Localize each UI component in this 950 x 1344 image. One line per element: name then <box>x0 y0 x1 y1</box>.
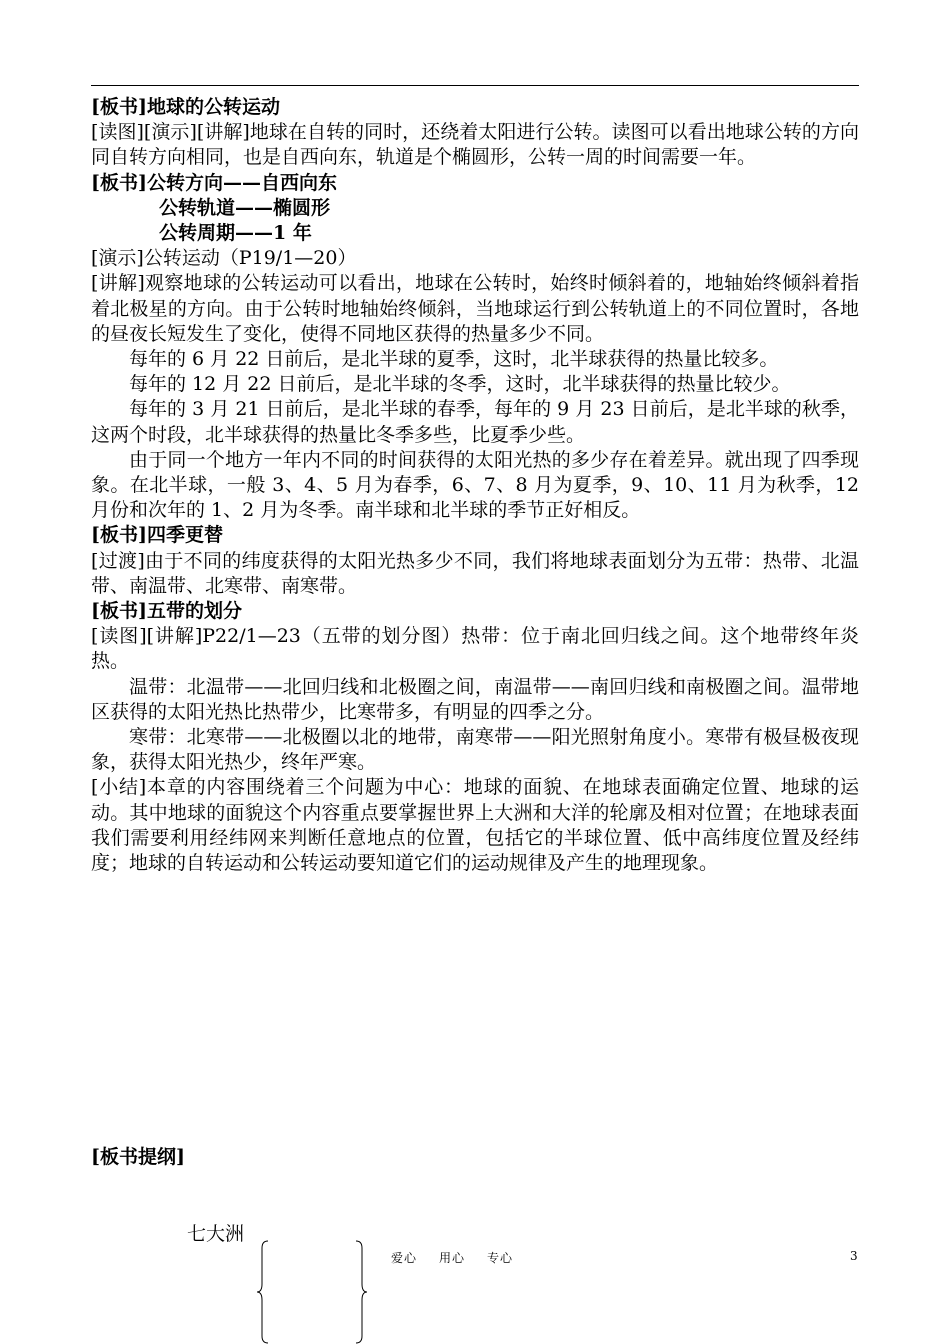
paragraph: [读图][演示][讲解]地球在自转的同时，还绕着太阳进行公转。读图可以看出地球公转的方向同自转方向相同，也是自西向东，轨道是个椭圆形，公转一周的时间需要一年。 <box>91 121 859 169</box>
footer-motto <box>391 1249 535 1266</box>
paragraph: 温带：北温带——北回归线和北极圈之间，南温带——南回归线和南极圈之间。温带地区获得的太阳光热比热带少，比寒带多，有明显的四季之分。 <box>91 675 859 723</box>
outline-title: [板书提纲] <box>91 1146 185 1168</box>
board-heading: [板书]四季更替 <box>91 524 223 547</box>
paragraph: [过渡]由于不同的纬度获得的太阳光热多少不同，我们将地球表面划分为五带：热带、北温带、南温带、北寒带、南寒带。 <box>91 549 859 597</box>
outline-item-continents: 七大洲 <box>187 1223 245 1245</box>
paragraph: [讲解]观察地球的公转运动可以看出，地球在公转时，始终时倾斜着的，地轴始终倾斜着指着北极星的方向。由于公转时地轴始终倾斜，当地球运行到公转轨道上的不同位置时，各地的昼夜长短发生了变化，使得不同地区获得的热量多少不同。 <box>91 272 859 345</box>
right-brace-icon <box>354 1240 368 1344</box>
paragraph: [读图][讲解]P22/1—23（五带的划分图）热带：位于南北回归线之间。这个地带终年炎热。 <box>91 625 859 673</box>
board-heading: [板书]五带的划分 <box>91 600 242 623</box>
paragraph: 寒带：北寒带——北极圈以北的地带，南寒带——阳光照射角度小。寒带有极昼极夜现象，获得太阳光热少，终年严寒。 <box>91 726 859 774</box>
board-heading: [板书]地球的公转运动 <box>91 96 280 118</box>
page-number: 3 <box>850 1249 858 1263</box>
paragraph: [小结]本章的内容围绕着三个问题为中心：地球的面貌、在地球表面确定位置、地球的运动。其中地球的面貌这个内容重点要掌握世界上大洲和大洋的轮廓及相对位置；在地球表面我们需要利用经纬网来判断任意地点的位置，包括它的半球位置、低中高纬度位置及经纬度；地球的自转运动和公转运动要知道它们的运动规律及产生的地理现象。 <box>91 776 859 875</box>
paragraph: 每年的 3 月 21 日前后，是北半球的春季，每年的 9 月 23 日前后，是北半球的秋季，这两个时段，北半球获得的热量比冬季多些，比夏季少些。 <box>91 398 859 446</box>
document-body <box>91 95 859 876</box>
board-heading: [板书]公转方向——自西向东 <box>91 171 337 194</box>
paragraph: 每年的 6 月 22 日前后，是北半球的夏季，这时，北半球获得的热量比较多。 <box>129 348 779 371</box>
left-brace-icon <box>256 1240 270 1344</box>
board-heading: 公转周期——1 年 <box>159 222 312 245</box>
footer-word: 专心 <box>487 1251 514 1265</box>
footer-word: 爱心 <box>391 1251 418 1265</box>
board-heading: 公转轨道——椭圆形 <box>159 196 331 219</box>
footer-word: 用心 <box>439 1251 466 1265</box>
paragraph: 由于同一个地方一年内不同的时间获得的太阳光热的多少存在着差异。就出现了四季现象。在北半球，一般 3、4、5 月为春季，6、7、8 月为夏季，9、10、11 月为秋季，12 月份和次年的 1、2 月为冬季。南半球和北半球的季节正好相反。 <box>91 448 859 522</box>
paragraph: [演示]公转运动（P19/1—20） <box>91 247 357 270</box>
paragraph: 每年的 12 月 22 日前后，是北半球的冬季，这时，北半球获得的热量比较少。 <box>129 373 791 396</box>
header-rule <box>91 85 859 86</box>
